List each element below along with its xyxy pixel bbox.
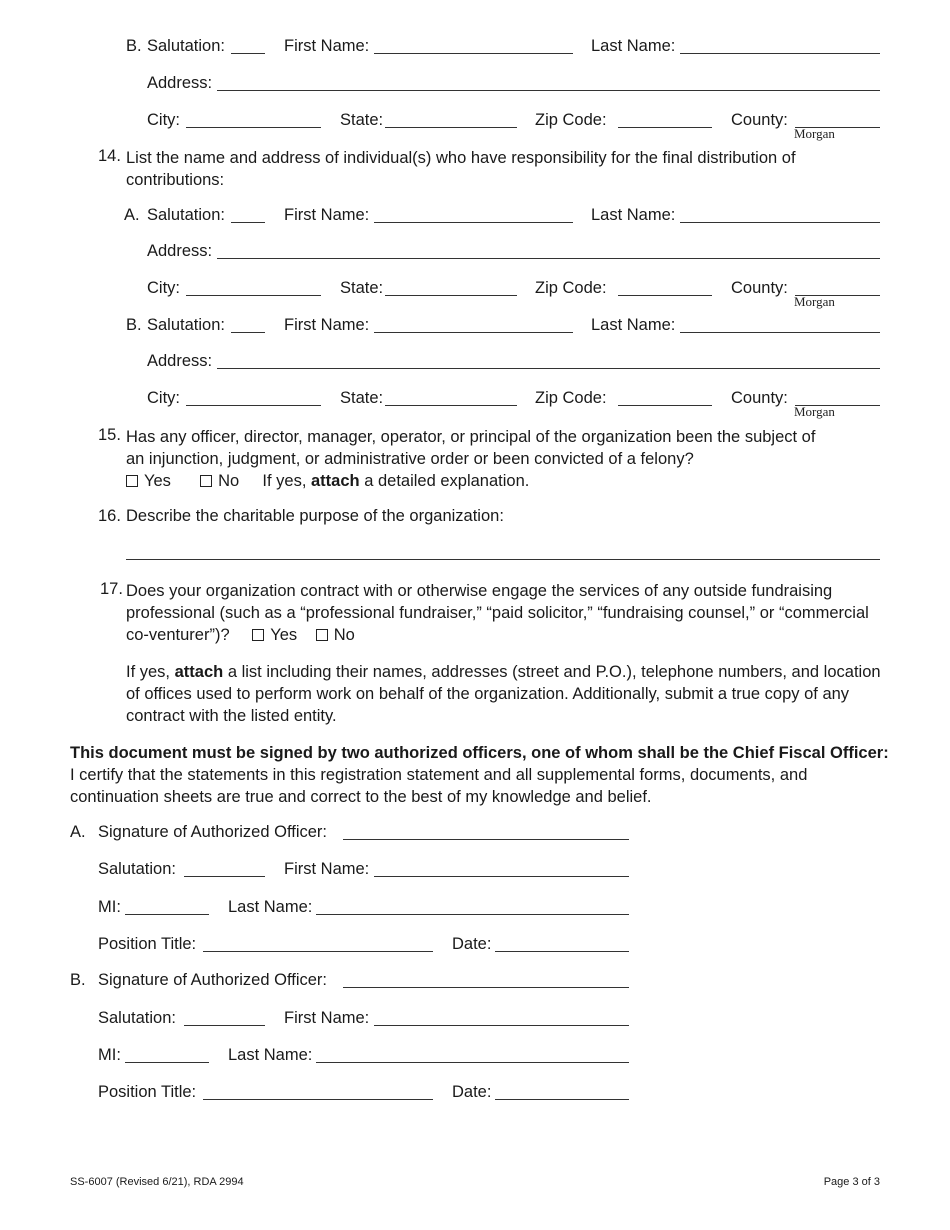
zip-field[interactable]: [618, 295, 712, 296]
position-title-label: Position Title:: [98, 1083, 197, 1101]
person-letter: B.: [126, 316, 142, 334]
last-name-field[interactable]: [680, 332, 880, 333]
signature-field[interactable]: [343, 839, 629, 840]
county-value: Morgan: [794, 126, 835, 141]
state-label: State:: [340, 389, 384, 407]
position-title-field[interactable]: [203, 951, 433, 952]
followup-bold: attach: [174, 663, 224, 681]
state-label: State:: [340, 279, 384, 297]
question-number: 17.: [100, 580, 123, 598]
last-name-field[interactable]: [680, 222, 880, 223]
state-field[interactable]: [385, 127, 517, 128]
salutation-field[interactable]: [184, 876, 265, 877]
purpose-field[interactable]: [126, 559, 880, 560]
address-field[interactable]: [217, 368, 880, 369]
city-field[interactable]: [186, 127, 321, 128]
question-number: 15.: [98, 426, 121, 444]
first-name-label: First Name:: [284, 37, 370, 55]
salutation-label: Salutation:: [147, 206, 225, 224]
address-field[interactable]: [217, 90, 880, 91]
followup-bold: attach: [311, 472, 360, 490]
county-label: County:: [731, 111, 788, 129]
followup-suffix: a list including their names, addresses (street and P.O.), telephone numbers, and location of offices used to perform work on behalf of the organization. Additionally, submit a true copy of any contract with the listed entity.: [126, 663, 881, 725]
salutation-label: Salutation:: [147, 316, 225, 334]
mi-field[interactable]: [125, 1062, 209, 1063]
signature-label: Signature of Authorized Officer:: [98, 823, 327, 841]
first-name-field[interactable]: [374, 1025, 629, 1026]
zip-label: Zip Code:: [535, 111, 607, 129]
city-label: City:: [147, 279, 180, 297]
signature-field[interactable]: [343, 987, 629, 988]
city-label: City:: [147, 111, 180, 129]
q17-question: [126, 580, 886, 646]
salutation-label: Salutation:: [98, 860, 176, 878]
q15-answer-row: [126, 470, 529, 492]
officer-letter: B.: [70, 971, 86, 989]
last-name-field[interactable]: [680, 53, 880, 54]
date-label: Date:: [452, 1083, 492, 1101]
person-letter: B.: [126, 37, 142, 55]
salutation-field[interactable]: [231, 332, 265, 333]
last-name-label: Last Name:: [591, 37, 676, 55]
first-name-label: First Name:: [284, 316, 370, 334]
county-value: Morgan: [794, 404, 835, 419]
zip-label: Zip Code:: [535, 279, 607, 297]
first-name-label: First Name:: [284, 206, 370, 224]
zip-field[interactable]: [618, 405, 712, 406]
certification-text: I certify that the statements in this registration statement and all supplemental forms, documents, and continuation sheets are true and correct to the best of my knowledge and belief.: [70, 766, 808, 806]
address-label: Address:: [147, 74, 213, 92]
yes-label: Yes: [144, 472, 171, 490]
question-text: Does your organization contract with or otherwise engage the services of any outside fundraising professional (such as a “professional fundraiser,” “paid solicitor,” “fundraising counsel,” or “commercial co-venturer”)?: [126, 582, 869, 644]
certification-statement: [70, 742, 890, 808]
state-field[interactable]: [385, 295, 517, 296]
question-text: Has any officer, director, manager, operator, or principal of the organization been the subject of an injunction, judgment, or administrative order or been convicted of a felony?: [126, 428, 816, 468]
question-number: 16.: [98, 507, 121, 525]
last-name-label: Last Name:: [591, 316, 676, 334]
followup-suffix: a detailed explanation.: [364, 472, 530, 490]
position-title-label: Position Title:: [98, 935, 197, 953]
certification-bold: This document must be signed by two authorized officers, one of whom shall be the Chief Fiscal Officer:: [70, 744, 889, 762]
first-name-field[interactable]: [374, 876, 629, 877]
yes-label: Yes: [270, 626, 298, 644]
last-name-field[interactable]: [316, 1062, 629, 1063]
mi-label: MI:: [98, 1046, 121, 1064]
followup-prefix: If yes,: [262, 472, 307, 490]
salutation-label: Salutation:: [98, 1009, 176, 1027]
question-text: List the name and address of individual(s) who have responsibility for the final distribution of contributions:: [126, 149, 796, 189]
last-name-field[interactable]: [316, 914, 629, 915]
question-text: Describe the charitable purpose of the organization:: [126, 507, 504, 525]
address-label: Address:: [147, 242, 213, 260]
signature-label: Signature of Authorized Officer:: [98, 971, 327, 989]
q17-followup: [126, 661, 886, 727]
salutation-field[interactable]: [184, 1025, 265, 1026]
address-field[interactable]: [217, 258, 880, 259]
page-number: Page 3 of 3: [823, 1176, 880, 1188]
state-label: State:: [340, 111, 384, 129]
last-name-label: Last Name:: [228, 1046, 313, 1064]
date-label: Date:: [452, 935, 492, 953]
followup-prefix: If yes,: [126, 663, 171, 681]
mi-field[interactable]: [125, 914, 209, 915]
first-name-field[interactable]: [374, 222, 573, 223]
salutation-field[interactable]: [231, 53, 265, 54]
county-label: County:: [731, 279, 788, 297]
city-field[interactable]: [186, 405, 321, 406]
officer-letter: A.: [70, 823, 86, 841]
zip-field[interactable]: [618, 127, 712, 128]
zip-label: Zip Code:: [535, 389, 607, 407]
last-name-label: Last Name:: [591, 206, 676, 224]
city-label: City:: [147, 389, 180, 407]
form-id: SS-6007 (Revised 6/21), RDA 2994: [70, 1176, 244, 1188]
city-field[interactable]: [186, 295, 321, 296]
person-letter: A.: [124, 206, 140, 224]
no-label: No: [333, 626, 355, 644]
date-field[interactable]: [495, 951, 629, 952]
no-label: No: [218, 472, 240, 490]
date-field[interactable]: [495, 1099, 629, 1100]
salutation-label: Salutation:: [147, 37, 225, 55]
address-label: Address:: [147, 352, 213, 370]
yes-checkbox[interactable]: [252, 629, 264, 641]
position-title-field[interactable]: [203, 1099, 433, 1100]
county-label: County:: [731, 389, 788, 407]
yes-checkbox[interactable]: [126, 475, 138, 487]
last-name-label: Last Name:: [228, 898, 313, 916]
county-value: Morgan: [794, 294, 835, 309]
mi-label: MI:: [98, 898, 121, 916]
first-name-field[interactable]: [374, 332, 573, 333]
first-name-label: First Name:: [284, 860, 370, 878]
first-name-field[interactable]: [374, 53, 573, 54]
first-name-label: First Name:: [284, 1009, 370, 1027]
no-checkbox[interactable]: [316, 629, 328, 641]
state-field[interactable]: [385, 405, 517, 406]
no-checkbox[interactable]: [200, 475, 212, 487]
salutation-field[interactable]: [231, 222, 265, 223]
question-number: 14.: [98, 147, 121, 165]
